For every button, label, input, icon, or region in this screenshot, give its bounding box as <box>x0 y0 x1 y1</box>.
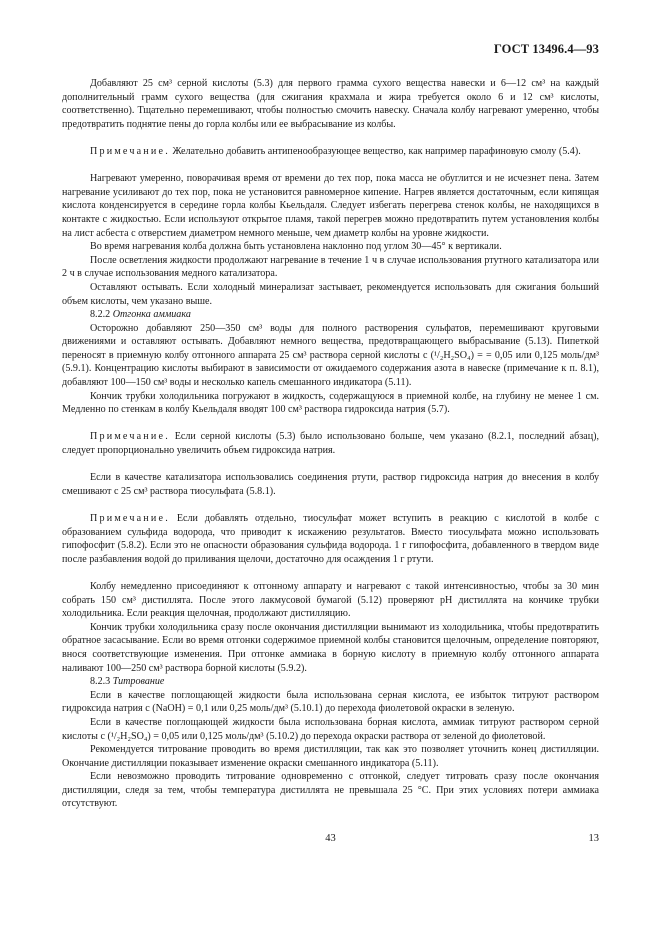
note-paragraph <box>62 145 599 159</box>
section-title: Титрование <box>112 676 165 688</box>
note-text: Если добавлять отдельно, тиосульфат может вступить в реакцию с кислотой в колбе с образованием сульфида водорода, что приводит к искажению результатов. Вместо тиосульфата можно использовать гипофосфит (5.8.2). Если это не опасности образования сульфида водорода. 1 г гипофосфита, добавленного в твердом виде после разбавления водой до приливания щелочи, достаточно для осаждения 1 г ртути. <box>62 513 599 565</box>
page-number: 43 <box>325 833 336 844</box>
body-paragraph: Оставляют остывать. Если холодный минерализат застывает, рекомендуется использовать для сжигания больший объем кислоты, чем указано выше. <box>62 281 599 307</box>
body-paragraph: Если в качестве поглощающей жидкости была использована борная кислота, аммиак титруют раствором серной кислоты c (¹/₂H₂SO₄) = 0,05 или 0,125 моль/дм³ (5.10.2) до перехода окраски раствора от зеленой до фиолетовой. <box>62 716 599 742</box>
note-label: Примечание. <box>90 145 170 157</box>
body-paragraph: Если в качестве поглощающей жидкости была использована серная кислота, ее избыток титруют раствором гидроксида натрия c (NaOH) = 0,1 или 0,25 моль/дм³ (5.10.1) до перехода фиолетовой окраски в зеленую. <box>62 689 599 715</box>
note-text: Желательно добавить антипенообразующее вещество, как например парафиновую смолу (5.4). <box>169 145 581 157</box>
note-paragraph <box>62 430 599 457</box>
body-paragraph: Кончик трубки холодильника сразу после окончания дистилляции вынимают из холодильника, чтобы предотвратить обратное засасывание. Если во время отгонки содержимое приемной колбы становится щелочным, определение повторяют, внося соответствующие изменения. При отгонке аммиака в борную кислоту в приемную колбу отгонного аппарата наливают 100—250 см³ раствора борной кислоты (5.9.2). <box>62 621 599 674</box>
body-paragraph: Во время нагревания колба должна быть установлена наклонно под углом 30—45° к вертикали. <box>90 241 502 253</box>
document-header: ГОСТ 13496.4—93 <box>493 42 599 56</box>
section-title: Отгонка аммиака <box>112 309 191 321</box>
body-paragraph: Осторожно добавляют 250—350 см³ воды для полного растворения сульфатов, перемешивают круговыми движениями и оставляют остывать. Добавляют немного вещества, предотвращающего выбрасывание (5.13). Пипеткой переносят в приемную колбу отгонного аппарата 25 см³ раствора серной кислоты c (¹/₂H₂SO₄) = = 0,05 или 0,125 моль/дм³ (5.9.1). Концентрацию кислоты выбирают в зависимости от ожидаемого содержания азота в навеске (примечание к п. 8.1), добавляют 100—150 см³ воды и несколько капель смешанного индикатора (5.11). <box>62 322 599 389</box>
note-label: Примечание. <box>90 513 170 524</box>
body-paragraph: Рекомендуется титрование проводить во время дистилляции, так как это позволяет уточнить конец дистилляции. Окончание дистилляции показывает изменение окраски смешанного индикатора (5.11). <box>62 744 599 769</box>
sheet-number: 13 <box>588 833 599 844</box>
body-paragraph: Добавляют 25 см³ серной кислоты (5.3) для первого грамма сухого вещества навески и 6—12 см³ на каждый дополнительный грамм сухого вещества (для сжигания крахмала и жира требуется около 6 и 12 см³ кислоты, соответственно). Тщательно перемешивают, чтобы полностью смочить навеску. Сначала колбу нагревают умеренно, чтобы предотвратить поднятие пены до горла колбы или ее выбрасывание из колбы. <box>62 78 599 130</box>
section-heading <box>62 675 599 689</box>
body-paragraph: Если невозможно проводить титрование одновременно с отгонкой, следует титровать сразу после окончания дистилляции, следя за тем, чтобы температура дистиллята не превышала 25 °С. При этих условиях потери аммиака отсутствуют. <box>62 771 599 810</box>
note-paragraph <box>62 512 599 566</box>
body-paragraph: После осветления жидкости продолжают нагревание в течение 1 ч в случае использования ртутного катализатора или 2 ч в случае использования медного катализатора. <box>62 254 599 280</box>
section-number: 8.2.2 <box>90 309 111 321</box>
section-heading <box>62 308 599 322</box>
body-paragraph: Если в качестве катализатора использовались соединения ртути, раствор гидроксида натрия до внесения в колбу смешивают с 25 см³ раствора тиосульфата (5.8.1). <box>62 472 599 497</box>
section-number: 8.2.3 <box>90 676 111 688</box>
note-label: Примечание. <box>90 431 170 443</box>
document-body <box>62 77 599 811</box>
note-text: Если серной кислоты (5.3) было использовано больше, чем указано (8.2.1, последний абзац), следует пропорционально увеличить объем гидроксида натрия. <box>62 431 599 457</box>
body-paragraph: Колбу немедленно присоединяют к отгонному аппарату и нагревают с такой интенсивностью, чтобы за 30 мин собрать 150 см³ дистиллята. После этого лакмусовой бумагой (5.12) проверяют pH дистиллята на кончике трубки холодильника. Если реакция щелочная, продолжают дистилляцию. <box>62 580 599 620</box>
body-paragraph: Кончик трубки холодильника погружают в жидкость, содержащуюся в приемной колбе, на глубину не менее 1 см. Медленно по стенкам в колбу Кьельдаля вводят 100 см³ раствора гидроксида натрия (5.7). <box>62 390 599 416</box>
body-paragraph: Нагревают умеренно, поворачивая время от времени до тех пор, пока масса не обуглится и не исчезнет пена. Затем нагревание усиливают до тех пор, пока не установится равномерное кипение. Нагрев является достаточным, если кипящая кислота конденсируется в середине горла колбы Кьельдаля. Следует избегать перегрева стенок колбы, не находящихся в контакте с жидкостью. Если используют открытое пламя, такой перегрев можно предотвратить путем установления колбы на лист асбеста с отверстием диаметром немного меньше, чем диаметр колбы на уровне жидкости. <box>62 173 599 239</box>
